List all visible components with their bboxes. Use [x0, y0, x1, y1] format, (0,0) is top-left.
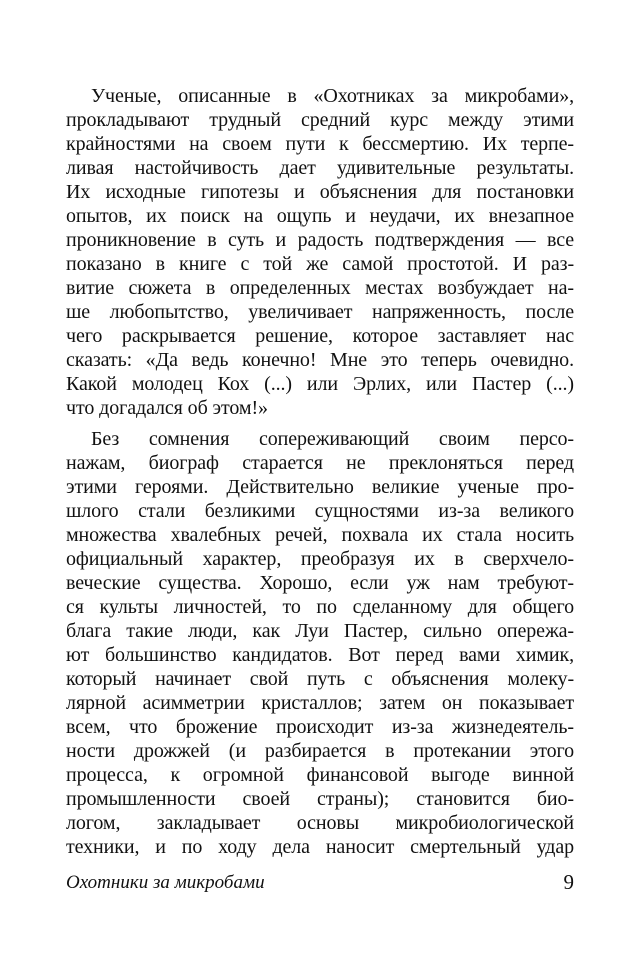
- text-line: этими героями. Действительно великие ученые про-: [66, 476, 574, 498]
- text-line: промышленности своей страны); становится био-: [66, 788, 574, 810]
- text-line: множества хвалебных речей, похвала их стала носить: [66, 524, 574, 546]
- text-line: прокладывают трудный средний курс между этими: [66, 109, 574, 131]
- text-line: сказать: «Да ведь конечно! Мне это теперь очевидно.: [66, 349, 574, 371]
- text-line: шлого стали безликими сущностями из-за великого: [66, 500, 574, 522]
- text-line: крайностями на своем пути к бессмертию. Их терпе-: [66, 133, 574, 155]
- text-line: показано в книге с той же самой простотой. И раз-: [66, 253, 574, 275]
- text-line: который начинает свой путь с объяснения молеку-: [66, 668, 574, 690]
- text-line: официальный характер, преобразуя их в сверхчело-: [66, 548, 574, 570]
- text-line: ливая настойчивость дает удивительные результаты.: [66, 157, 574, 179]
- text-line: всем, что брожение происходит из-за жизнедеятель-: [66, 716, 574, 738]
- text-line: чего раскрывается решение, которое заставляет нас: [66, 325, 574, 347]
- text-line: веческие существа. Хорошо, если уж нам требуют-: [66, 572, 574, 594]
- text-line: ности дрожжей (и разбирается в протекании этого: [66, 740, 574, 762]
- text-line: что догадался об этом!»: [66, 397, 268, 419]
- text-line: витие сюжета в определенных местах возбуждает на-: [66, 277, 574, 299]
- text-line: опытов, их поиск на ощупь и неудачи, их внезапное: [66, 205, 574, 227]
- text-line: Без сомнения сопереживающий своим персо-: [91, 428, 574, 450]
- text-line: Их исходные гипотезы и объяснения для постановки: [66, 181, 574, 203]
- text-line: блага такие люди, как Луи Пастер, сильно опережа-: [66, 620, 574, 642]
- text-line: логом, закладывает основы микробиологической: [66, 812, 574, 834]
- text-line: ше любопытство, увеличивает напряженность, после: [66, 301, 574, 323]
- text-line: процесса, к огромной финансовой выгоде винной: [66, 764, 574, 786]
- text-line: проникновение в суть и радость подтверждения — все: [66, 229, 574, 251]
- text-line: ся культы личностей, то по сделанному для общего: [66, 596, 574, 618]
- text-line: лярной асимметрии кристаллов; затем он показывает: [66, 692, 574, 714]
- text-line: техники, и по ходу дела наносит смертельный удар: [66, 836, 574, 858]
- paragraph: [66, 427, 574, 859]
- text-line: ют большинство кандидатов. Вот перед вами химик,: [66, 644, 574, 666]
- text-line: Ученые, описанные в «Охотниках за микробами»,: [91, 85, 574, 107]
- text-line: нажам, биограф старается не преклоняться перед: [66, 452, 574, 474]
- paragraph: [66, 84, 574, 420]
- text-line: Какой молодец Кох (...) или Эрлих, или Пастер (...): [66, 373, 574, 395]
- body-text: [66, 84, 574, 866]
- page-number: 9: [563, 870, 574, 894]
- running-title: Охотники за микробами: [66, 872, 265, 893]
